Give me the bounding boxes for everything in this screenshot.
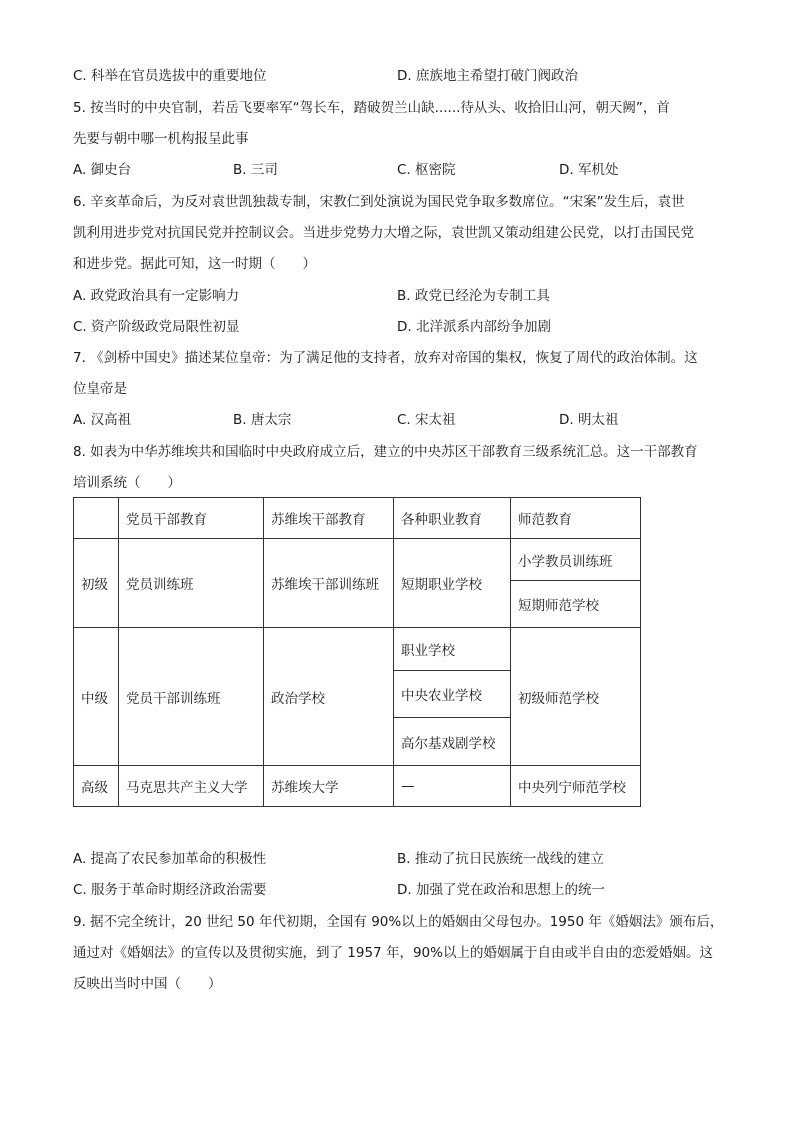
table-cell: 中央农业学校 [394,671,511,718]
table-header-cell: 各种职业教育 [394,498,511,539]
q8-stem-line1: 8. 如表为中华苏维埃共和国临时中央政府成立后，建立的中央苏区干部教育三级系统汇总。这一干部教育 [73,444,698,460]
q7-option-d: D. 明太祖 [559,412,619,428]
table-cell: 短期职业学校 [394,539,511,628]
table-cell: 初级师范学校 [511,628,641,766]
table-cell: 马克思共产主义大学 [119,766,264,807]
table-header-cell: 师范教育 [511,498,641,539]
q6-stem-line1: 6. 辛亥革命后，为反对袁世凯独裁专制，宋教仁到处演说为国民党争取多数席位。“宋案”发生后，袁世 [73,194,685,210]
q6-option-c: C. 资产阶级政党局限性初显 [73,319,240,335]
q9-stem-line3: 反映出当时中国（ ） [73,976,222,992]
table-cell: — [394,766,511,807]
q5-stem-line2: 先要与朝中哪一机构报呈此事 [73,131,249,147]
table-cell: 职业学校 [394,628,511,671]
q6-stem-line2: 凯利用进步党对抗国民党并控制议会。当进步党势力大增之际，袁世凯又策动组建公民党，以打击国民党 [73,225,694,241]
table-cell: 中央列宁师范学校 [511,766,641,807]
q7-option-a: A. 汉高祖 [73,412,132,428]
q7-stem-line2: 位皇帝是 [73,381,127,397]
q5-stem-line1: 5. 按当时的中央官制，若岳飞要率军“驾长车，踏破贺兰山缺......待从头、收拾旧山河，朝天阙”，首 [73,100,670,116]
table-header-cell: 党员干部教育 [119,498,264,539]
q4-option-c: C. 科举在官员选拔中的重要地位 [73,68,267,84]
q6-option-d: D. 北洋派系内部纷争加剧 [397,319,551,335]
q7-option-c: C. 宋太祖 [397,412,456,428]
table-cell: 小学教员训练班 [511,539,641,581]
q5-option-c: C. 枢密院 [397,162,456,178]
table-cell: 党员干部训练班 [119,628,264,766]
table-cell: 政治学校 [264,628,394,766]
q7-option-b: B. 唐太宗 [233,412,292,428]
q6-option-a: A. 政党政治具有一定影响力 [73,288,240,304]
q9-stem-line2: 通过对《婚姻法》的宣传以及贯彻实施，到了 1957 年，90%以上的婚姻属于自由或半自由的恋爱婚姻。这 [73,945,713,961]
q8-stem-line2: 培训系统（ ） [73,475,181,491]
q6-stem-line3: 和进步党。据此可知，这一时期（ ） [73,256,316,272]
cadre-education-table [73,497,641,807]
table-cell: 党员训练班 [119,539,264,628]
table-cell-level: 初级 [74,539,119,628]
q5-option-b: B. 三司 [233,162,278,178]
q4-option-d: D. 庶族地主希望打破门阀政治 [397,68,578,84]
table-cell: 短期师范学校 [511,581,641,628]
q8-option-a: A. 提高了农民参加革命的积极性 [73,851,267,867]
table-row [74,539,641,581]
table-row [74,766,641,807]
table-cell-level: 中级 [74,628,119,766]
q8-option-b: B. 推动了抗日民族统一战线的建立 [397,851,604,867]
table-cell: 高尔基戏剧学校 [394,718,511,766]
q9-stem-line1: 9. 据不完全统计，20 世纪 50 年代初期，全国有 90%以上的婚姻由父母包办。1950 年《婚姻法》颁布后， [73,914,724,930]
table-header-cell: 苏维埃干部教育 [264,498,394,539]
table-cell: 苏维埃干部训练班 [264,539,394,628]
table-header-row [74,498,641,539]
table-header-cell [74,498,119,539]
table-cell-level: 高级 [74,766,119,807]
table-cell: 苏维埃大学 [264,766,394,807]
q5-option-d: D. 军机处 [559,162,619,178]
q7-stem-line1: 7. 《剑桥中国史》描述某位皇帝：为了满足他的支持者，放弃对帝国的集权，恢复了周代的政治体制。这 [73,350,698,366]
q6-option-b: B. 政党已经沦为专制工具 [397,288,550,304]
table-row [74,628,641,671]
q5-option-a: A. 御史台 [73,162,132,178]
q8-option-c: C. 服务于革命时期经济政治需要 [73,882,267,898]
q8-option-d: D. 加强了党在政治和思想上的统一 [397,882,605,898]
